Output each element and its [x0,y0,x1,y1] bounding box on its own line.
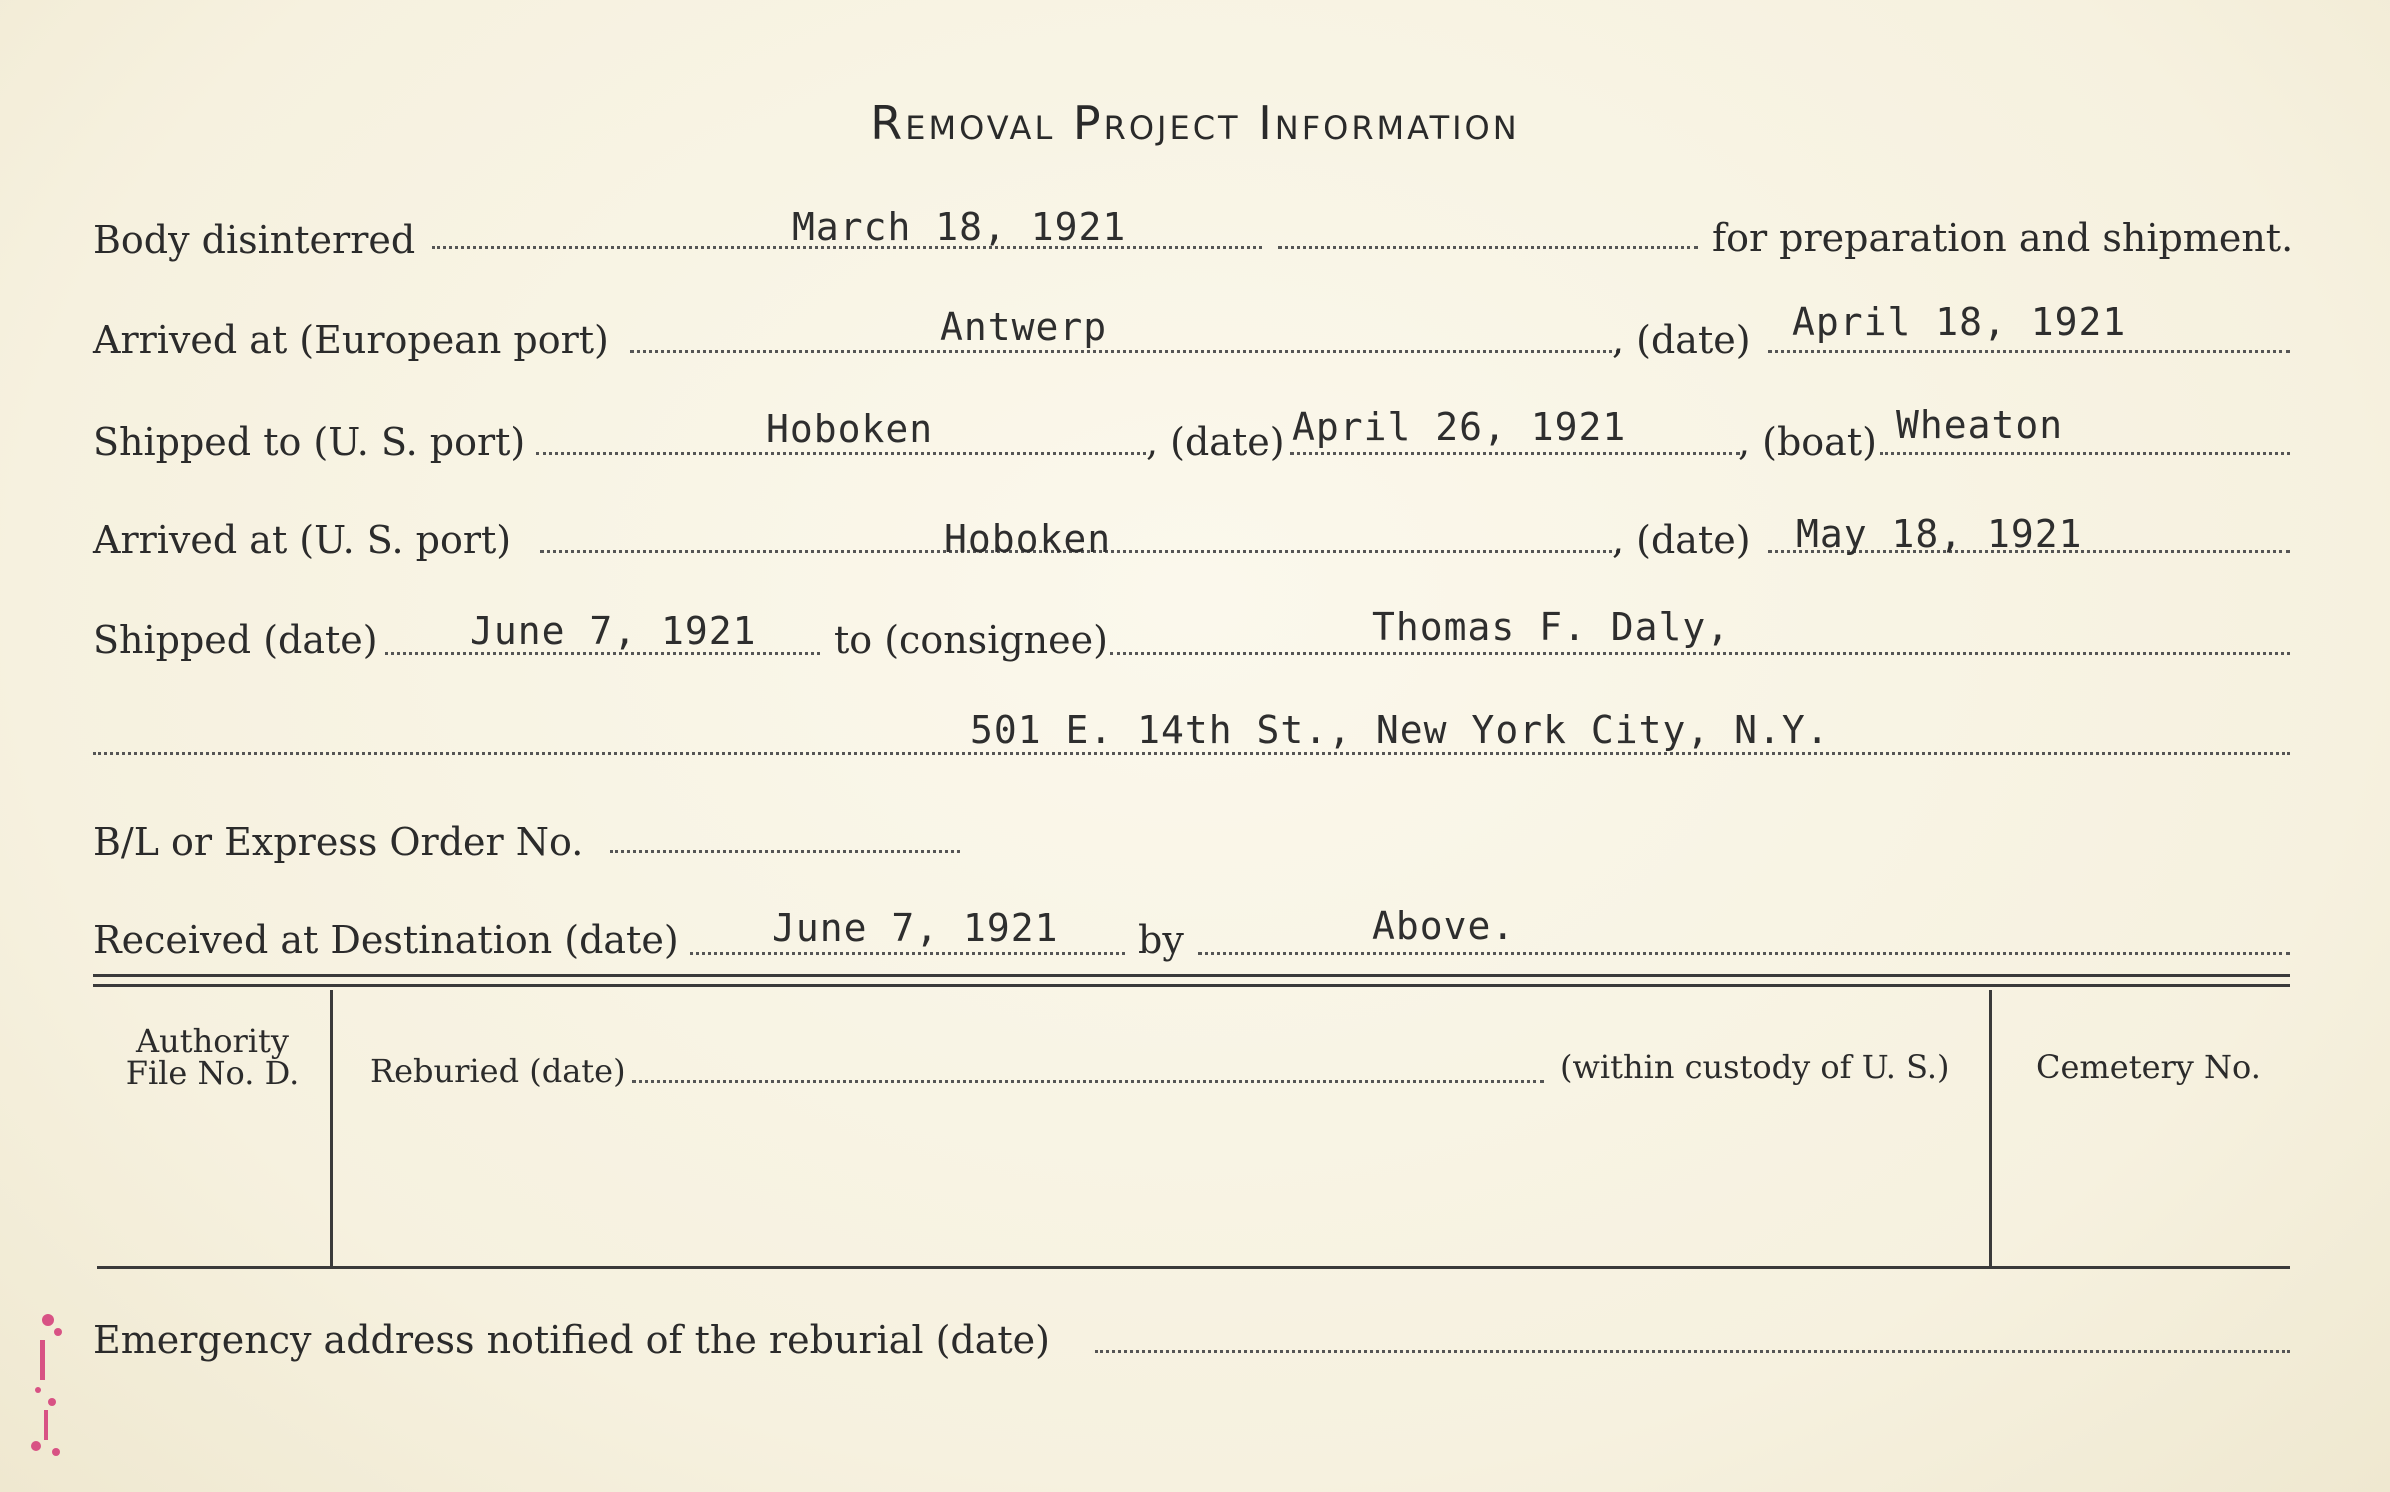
arrived-european-value: Antwerp [940,305,1108,349]
shipped-us-date-label: , (date) [1146,420,1285,464]
consignee-label: to (consignee) [834,618,1108,662]
authority-label-1: Authority [136,1022,289,1060]
authority-label-2: File No. D. [125,1054,300,1092]
arrived-us-label: Arrived at (U. S. port) [93,518,512,562]
received-label: Received at Destination (date) [93,918,679,962]
bl-order-line [610,850,960,853]
body-disinterred-line-2 [1278,246,1698,249]
shipped-us-boat-value: Wheaton [1896,403,2064,447]
arrived-european-line [630,350,1620,353]
box-divider-right [1989,990,1992,1268]
shipped-us-boat-line [1880,452,2290,455]
arrived-us-date-value: May 18, 1921 [1796,512,2083,556]
reburied-line [632,1080,1544,1083]
address-line [93,752,2290,755]
double-rule-top [93,974,2290,977]
body-disinterred-suffix: for preparation and shipment. [1712,216,2294,260]
arrived-european-date-label: , (date) [1612,318,1751,362]
arrived-european-date-value: April 18, 1921 [1792,300,2127,344]
arrived-european-label: Arrived at (European port) [93,318,609,362]
shipped-us-value: Hoboken [766,407,934,451]
address-value: 501 E. 14th St., New York City, N.Y. [970,708,1830,752]
emergency-line [1095,1350,2290,1353]
box-divider-left [330,990,333,1268]
bl-order-label: B/L or Express Order No. [93,820,584,864]
shipped-us-boat-label: , (boat) [1738,420,1877,464]
arrived-us-value: Hoboken [944,517,1112,561]
received-by-line [1198,952,2290,955]
shipped-us-date-value: April 26, 1921 [1292,405,1627,449]
arrived-european-date-line [1768,350,2290,353]
stamp-mark-icon [18,1310,78,1460]
arrived-us-date-label: , (date) [1612,518,1751,562]
emergency-label: Emergency address notified of the reburial (date) [93,1318,1050,1362]
shipped-us-date-line [1290,452,1740,455]
body-disinterred-value: March 18, 1921 [792,205,1127,249]
consignee-value: Thomas F. Daly, [1372,605,1731,649]
received-by-label: by [1138,918,1184,962]
body-disinterred-label: Body disinterred [93,218,416,262]
custody-label: (within custody of U. S.) [1560,1048,1950,1086]
received-value: June 7, 1921 [772,906,1059,950]
shipped-us-label: Shipped to (U. S. port) [93,420,526,464]
card-title: Removal Project Information [870,96,1520,150]
received-line [690,952,1125,955]
shipped-date-label: Shipped (date) [93,618,378,662]
shipped-us-line [536,452,1146,455]
double-rule-bottom [93,984,2290,987]
consignee-line [1110,652,2290,655]
cemetery-label: Cemetery No. [2036,1048,2261,1086]
shipped-date-value: June 7, 1921 [470,609,757,653]
box-bottom-rule [97,1266,2290,1269]
reburied-label: Reburied (date) [370,1052,626,1090]
received-by-value: Above. [1372,904,1516,948]
